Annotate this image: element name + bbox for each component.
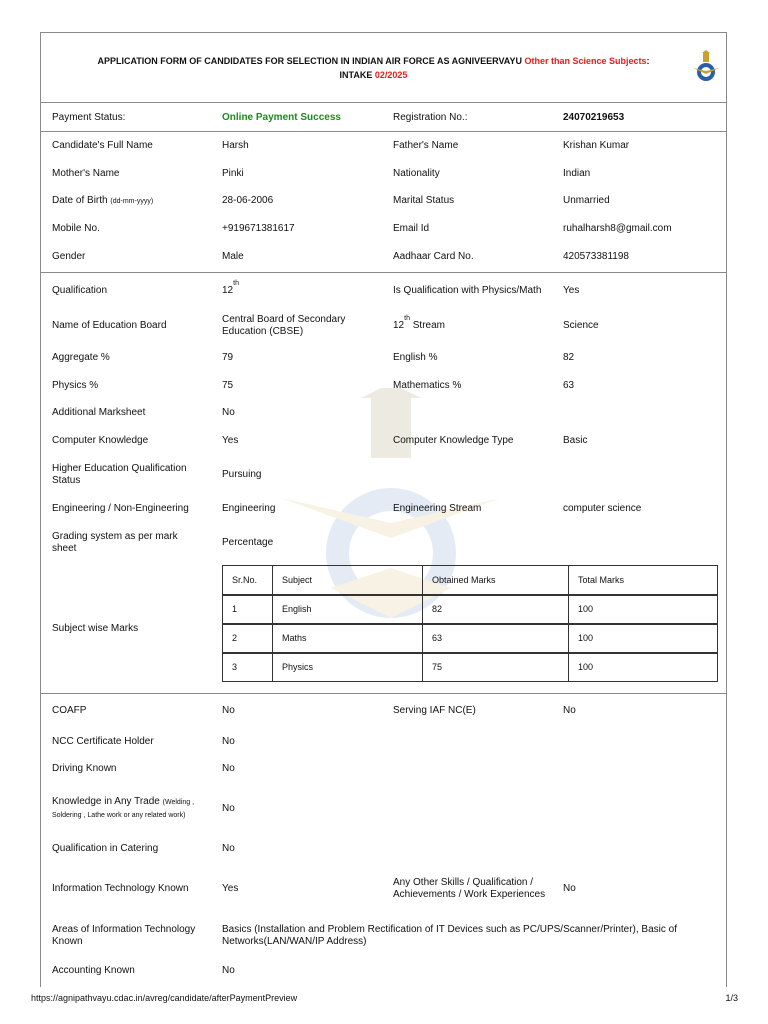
ncc-label: NCC Certificate Holder — [52, 735, 154, 747]
coafp-label: COAFP — [52, 705, 87, 716]
grading-value: Percentage — [222, 537, 274, 548]
table-cell: 2 — [223, 624, 273, 653]
qualification-label: Qualification — [52, 284, 108, 296]
accounting-value: No — [222, 964, 235, 976]
trade-label-text: Knowledge in Any Trade — [52, 795, 160, 807]
education-section — [41, 273, 726, 694]
higher-education-value: Pursuing — [222, 469, 262, 480]
phys-math-value: Yes — [563, 284, 580, 296]
application-form — [40, 32, 727, 987]
email-value: ruhalharsh8@gmail.com — [563, 223, 672, 234]
aadhaar-label: Aadhaar Card No. — [393, 251, 474, 262]
table-row — [223, 624, 718, 653]
personal-row — [41, 132, 726, 160]
other-skills-label: Any Other Skills / Qualification / Achievements / Work Experiences — [393, 877, 546, 900]
personal-row — [41, 243, 726, 271]
engineering-stream-label: Engineering Stream — [393, 503, 482, 514]
it-known-value: Yes — [222, 883, 239, 894]
table-cell: 100 — [569, 595, 718, 624]
personal-section — [41, 132, 726, 273]
serving-iaf-value: No — [563, 705, 576, 716]
it-areas-label: Areas of Information Technology Known — [52, 923, 196, 947]
aggregate-value: 79 — [222, 351, 234, 363]
dob-value: 28-06-2006 — [222, 195, 274, 206]
qualification-value — [222, 280, 382, 297]
engineering-stream-value: computer science — [563, 503, 642, 514]
maths-label: Mathematics % — [393, 379, 462, 391]
mobile-value: +919671381617 — [222, 223, 295, 234]
catering-value: No — [222, 842, 235, 854]
stream-label-number: 12 — [393, 319, 405, 331]
table-cell: 75 — [423, 653, 569, 682]
personal-row — [41, 215, 726, 243]
trade-value: No — [222, 802, 235, 814]
engineering-value: Engineering — [222, 503, 276, 514]
english-value: 82 — [563, 351, 575, 363]
stream-label-text: Stream — [409, 319, 445, 331]
driving-value: No — [222, 763, 235, 774]
accounting-label: Accounting Known — [52, 964, 135, 976]
father-name-label: Father's Name — [393, 140, 459, 151]
computer-knowledge-type-value: Basic — [563, 435, 588, 446]
payment-status-value: Online Payment Success — [222, 111, 341, 123]
dob-label-text: Date of Birth — [52, 194, 108, 206]
table-row — [223, 595, 718, 624]
stream-label-suffix: th — [404, 315, 410, 323]
english-label: English % — [393, 351, 438, 363]
table-cell: 82 — [423, 595, 569, 624]
board-value: Central Board of Secondary Education (CBSE) — [222, 313, 346, 337]
page-number: 1/3 — [725, 993, 738, 1003]
gender-label: Gender — [52, 251, 86, 262]
table-row — [223, 653, 718, 682]
intake-label: INTAKE — [339, 69, 373, 80]
mobile-label: Mobile No. — [52, 223, 100, 234]
payment-section — [41, 103, 726, 132]
higher-education-label: Higher Education Qualification Status — [52, 463, 187, 486]
nationality-label: Nationality — [393, 167, 440, 179]
subject-marks-label: Subject wise Marks — [52, 622, 139, 634]
physics-label: Physics % — [52, 379, 99, 391]
stream-value: Science — [563, 319, 599, 331]
table-header-row — [223, 566, 718, 595]
phys-math-label: Is Qualification with Physics/Math — [393, 284, 542, 296]
table-cell: 100 — [569, 624, 718, 653]
mother-name-label: Mother's Name — [52, 167, 120, 179]
registration-value: 24070219653 — [563, 111, 625, 123]
registration-label: Registration No.: — [393, 111, 468, 123]
payment-status-label: Payment Status: — [52, 111, 126, 123]
ncc-value: No — [222, 735, 235, 747]
column-header: Obtained Marks — [423, 566, 569, 595]
page-footer — [31, 993, 738, 1003]
intake-value: 02/2025 — [374, 69, 408, 80]
maths-value: 63 — [563, 379, 575, 391]
nationality-value: Indian — [563, 167, 591, 179]
coafp-value: No — [222, 705, 235, 716]
column-header: Sr.No. — [223, 566, 273, 595]
footer-url[interactable]: https://agnipathvayu.cdac.in/avreg/candidate/afterPaymentPreview — [31, 993, 298, 1003]
title-colon: : — [646, 55, 650, 66]
board-label: Name of Education Board — [52, 319, 167, 331]
dob-format-hint: (dd-mm-yyyy) — [110, 197, 154, 205]
computer-knowledge-type-label: Computer Knowledge Type — [393, 435, 514, 446]
marital-status-label: Marital Status — [393, 195, 455, 206]
table-cell: Physics — [273, 653, 423, 682]
catering-label: Qualification in Catering — [52, 842, 159, 854]
trade-label — [52, 796, 212, 822]
personal-row — [41, 160, 726, 187]
aadhaar-value: 420573381198 — [563, 251, 629, 262]
table-cell: 63 — [423, 624, 569, 653]
physics-value: 75 — [222, 379, 234, 391]
table-cell: 1 — [223, 595, 273, 624]
subject-marks-table — [222, 565, 718, 682]
column-header: Subject — [273, 566, 423, 595]
table-cell: Maths — [273, 624, 423, 653]
additional-marksheet-value: No — [222, 407, 235, 418]
father-name-value: Krishan Kumar — [563, 140, 630, 151]
it-known-label: Information Technology Known — [52, 883, 189, 894]
driving-label: Driving Known — [52, 763, 117, 774]
table-cell: 100 — [569, 653, 718, 682]
gender-value: Male — [222, 251, 244, 262]
other-skills-section — [41, 694, 726, 987]
aggregate-label: Aggregate % — [52, 351, 110, 363]
computer-knowledge-value: Yes — [222, 435, 239, 446]
it-areas-value: Basics (Installation and Problem Rectification of IT Devices such as PC/UPS/Scanner/Printer), Basic of Networks(LAN/WAN/IP Address) — [222, 923, 678, 947]
qualification-suffix: th — [233, 280, 239, 288]
dob-label — [52, 195, 212, 208]
mother-name-value: Pinki — [222, 167, 244, 179]
iaf-emblem-icon — [692, 50, 720, 84]
marital-status-value: Unmarried — [563, 195, 610, 206]
column-header: Total Marks — [569, 566, 718, 595]
personal-row — [41, 187, 726, 215]
email-label: Email Id — [393, 223, 430, 234]
table-cell: English — [273, 595, 423, 624]
grading-label: Grading system as per mark sheet — [52, 531, 178, 554]
other-skills-value: No — [563, 883, 576, 894]
qualification-number: 12 — [222, 284, 234, 296]
engineering-label: Engineering / Non-Engineering — [52, 503, 189, 514]
title-text: APPLICATION FORM OF CANDIDATES FOR SELECTION IN INDIAN AIR FORCE AS AGNIVEERVAYU — [97, 55, 522, 66]
table-cell: 3 — [223, 653, 273, 682]
full-name-label: Candidate's Full Name — [52, 140, 153, 151]
stream-label — [393, 315, 553, 332]
title-subject-type: Other than Science Subjects — [524, 55, 647, 66]
additional-marksheet-label: Additional Marksheet — [52, 407, 146, 418]
full-name-value: Harsh — [222, 140, 249, 151]
form-title — [69, 54, 679, 82]
serving-iaf-label: Serving IAF NC(E) — [393, 705, 476, 716]
computer-knowledge-label: Computer Knowledge — [52, 435, 149, 446]
form-header — [41, 33, 726, 103]
trade-label-hint: (Welding , Soldering , Lathe work or any related work) — [52, 798, 195, 819]
